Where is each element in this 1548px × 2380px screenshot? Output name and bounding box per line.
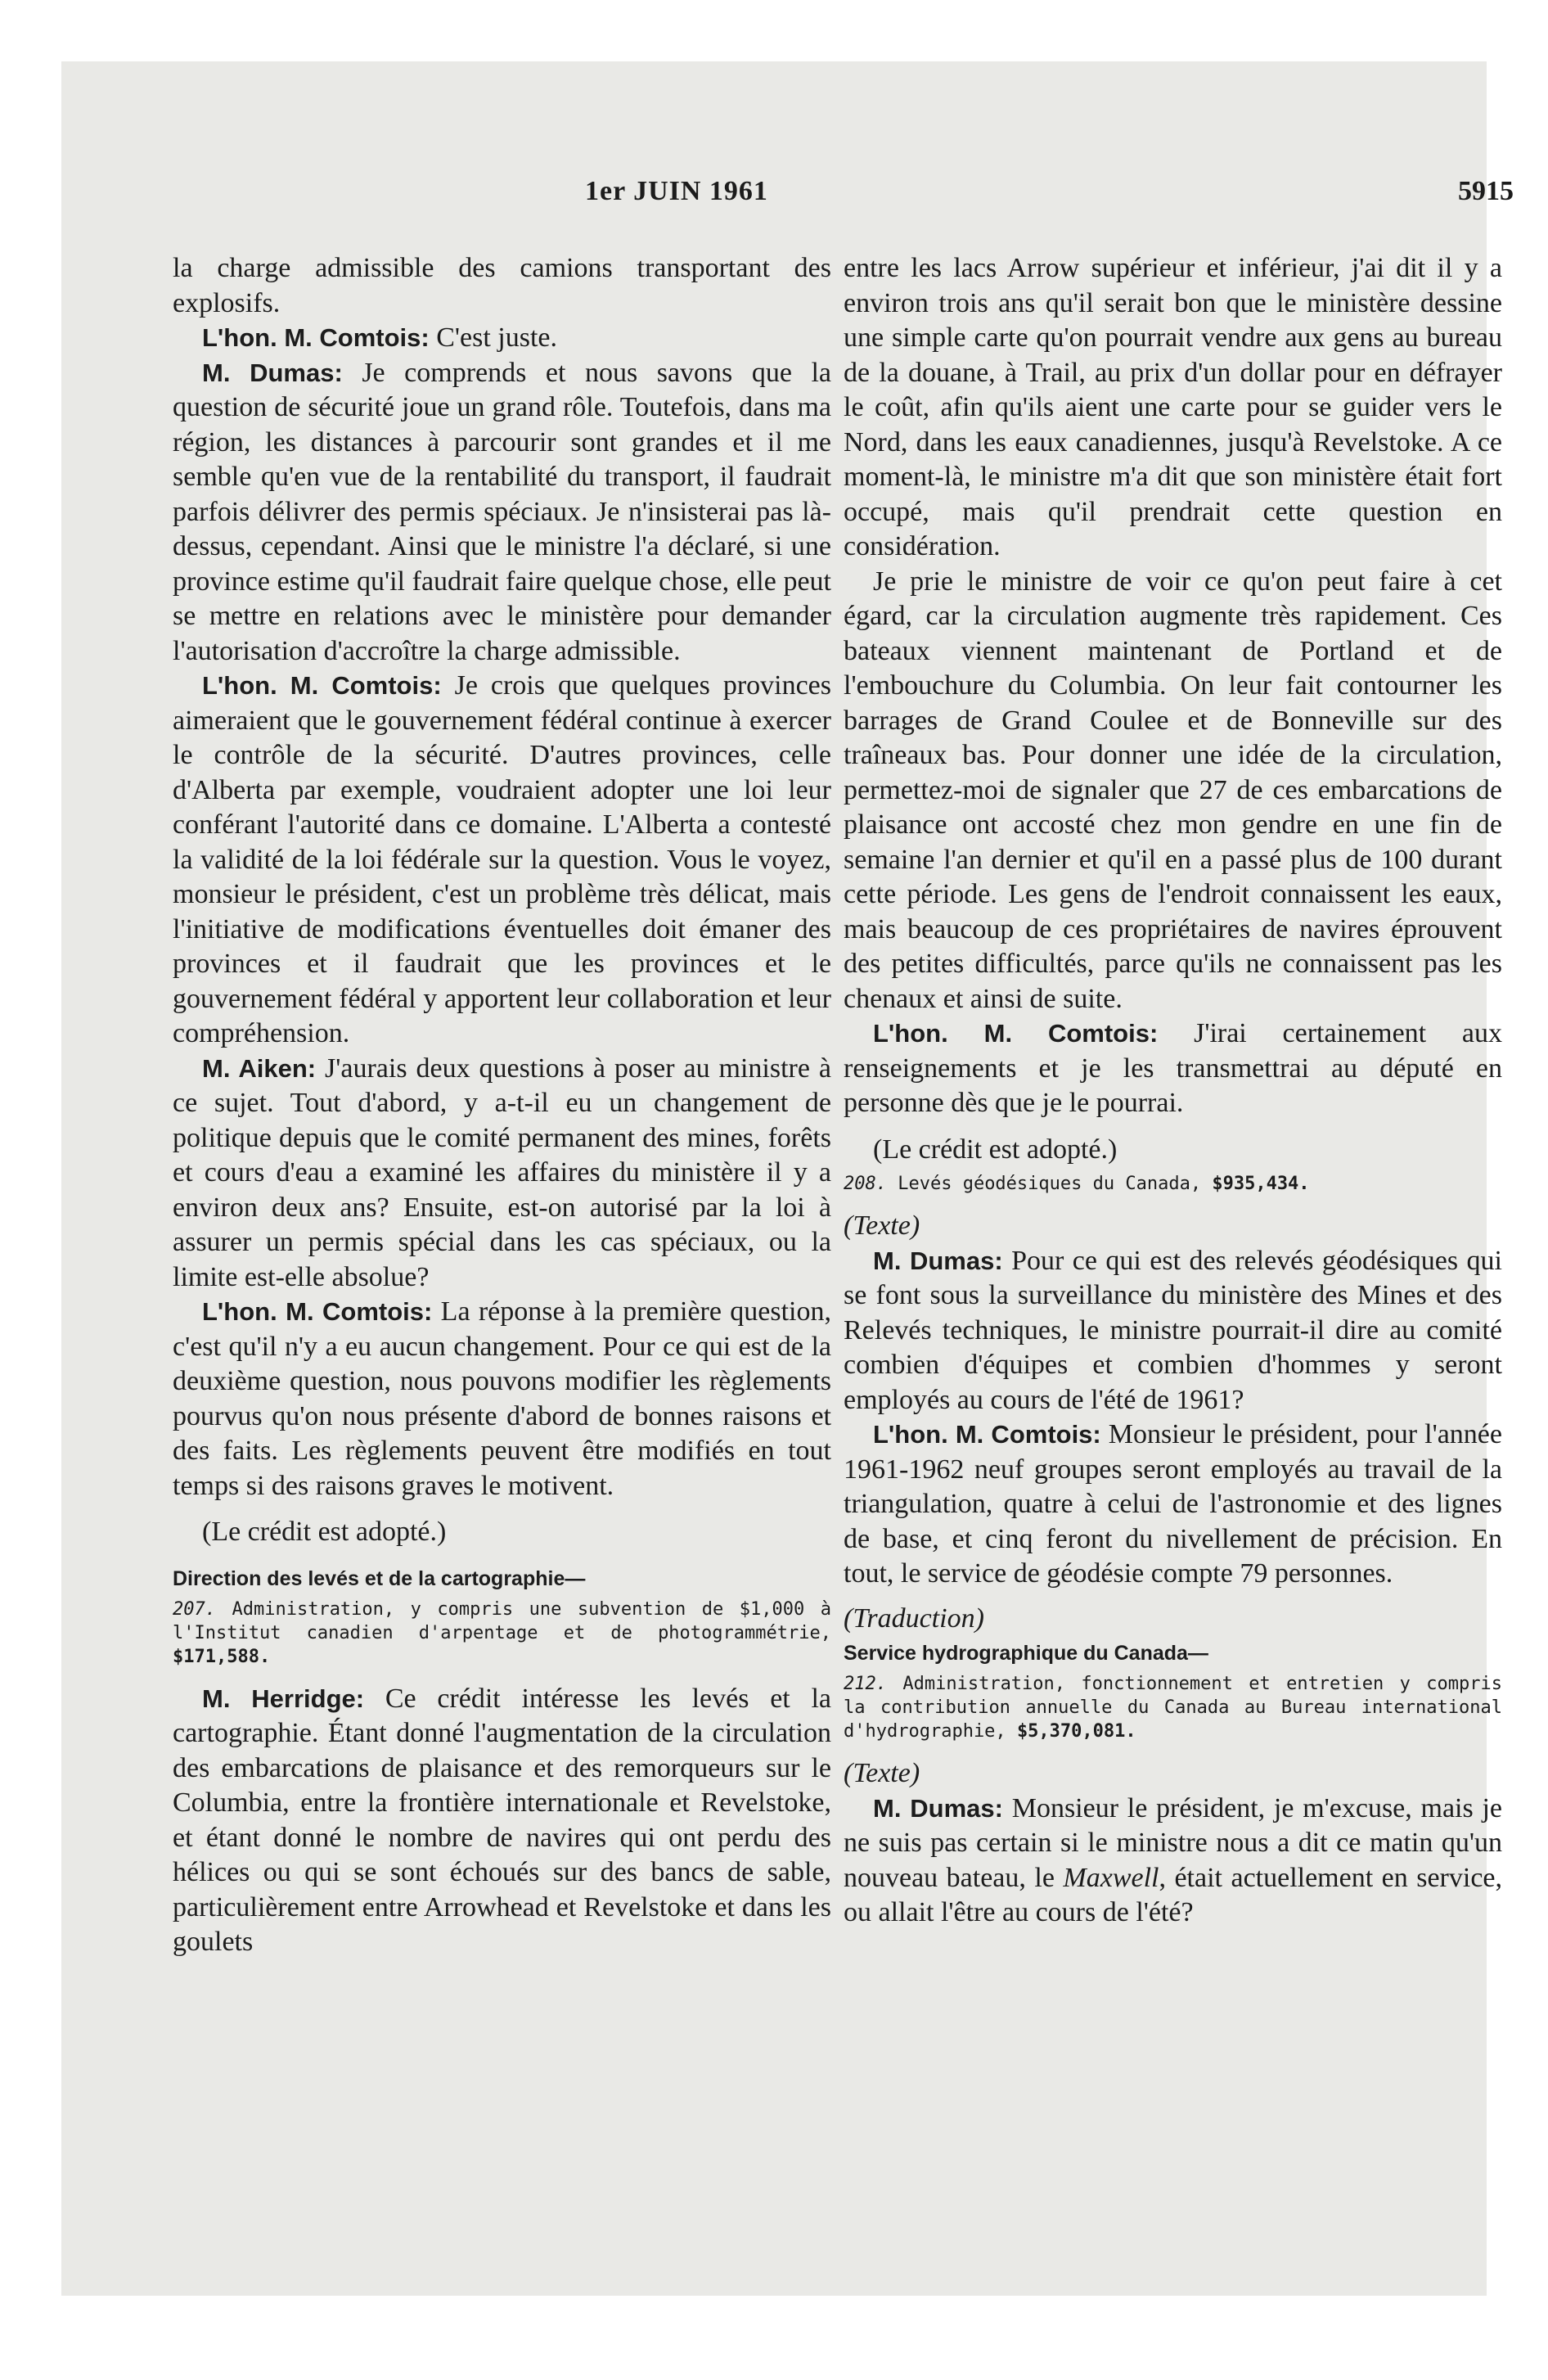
right-column (844, 251, 1502, 1931)
paragraph-text: J'aurais deux questions à poser au ministre à ce sujet. Tout d'abord, y a-t-il eu un changement de politique depuis que le comité permanent des mines, forêts et cours d'eau a examiné les affaires du ministère il y a environ deux ans? Ensuite, est-on autorisé par la loi à assurer un permis spécial dans les cas spéciaux, ou la limite est-elle absolue? (173, 1053, 831, 1292)
speaker-name: L'hon. M. Comtois: (873, 1420, 1101, 1449)
paragraph (844, 1418, 1502, 1592)
paragraph-text: Je crois que quelques provinces aimeraient que le gouvernement fédéral continue à exercer le contrôle de la sécurité. D'autres provinces, celle d'Alberta par exemple, voudraient adopter une loi leur conférant l'autorité dans ce domaine. L'Alberta a contesté la validité de la loi fédérale sur la question. Vous le voyez, monsieur le président, c'est un problème très délicat, mais l'initiative de modifications éventuelles doit émaner des provinces et il faudrait que les provinces et le gouvernement fédéral y apportent leur collaboration et leur compréhension. (173, 670, 831, 1048)
paragraph (173, 669, 831, 1052)
item-text: Administration, fonctionnement et entretien y compris la contribution annuelle du Canada au Bureau international d'hydrographie, (844, 1674, 1502, 1742)
speaker-name: L'hon. M. Comtois: (873, 1019, 1159, 1048)
paragraph (844, 1792, 1502, 1931)
speaker-name: M. Aiken: (202, 1053, 317, 1083)
paragraph (844, 251, 1502, 565)
paragraph-text: C'est juste. (429, 322, 558, 353)
paragraph (173, 356, 831, 669)
language-label: (Texte) (844, 1758, 920, 1788)
section-heading: Direction des levés et de la cartographie— (173, 1566, 586, 1590)
paragraph-text: entre les lacs Arrow supérieur et inférieur, j'ai dit il y a environ trois ans qu'il serait bon que le ministère dessine une simple carte qu'on pourrait vendre aux gens au bureau de la douane, à Trail, au prix d'un dollar pour en défrayer le coût, afin qu'ils aient une carte pour se guider vers le Nord, dans les eaux canadiennes, jusqu'à Revelstoke. A ce moment-là, le ministre m'a dit que son ministère était fort occupé, mais qu'il prendrait cette question en considération. (844, 253, 1502, 561)
page-number: 5915 (1458, 176, 1514, 206)
item-amount: $171,588. (173, 1646, 271, 1667)
left-column (173, 251, 831, 1960)
page-header (61, 176, 1514, 217)
speaker-name: L'hon. M. Comtois: (202, 323, 430, 352)
page-sheet (61, 61, 1514, 2296)
speaker-name: L'hon. M. Comtois: (202, 671, 442, 700)
paragraph (844, 1244, 1502, 1418)
language-label: (Texte) (844, 1210, 920, 1241)
speaker-name: L'hon. M. Comtois: (202, 1297, 433, 1326)
speaker-name: M. Dumas: (202, 358, 343, 387)
paragraph-text: , était actuellement en service, ou allait l'être au cours de l'été? (844, 1862, 1503, 1927)
vote-carried: (Le crédit est adopté.) (202, 1517, 447, 1547)
paragraph (844, 565, 1502, 1017)
speaker-name: M. Dumas: (873, 1246, 1003, 1275)
item-text: Levés géodésiques du Canada, (886, 1174, 1202, 1194)
paragraph (173, 321, 831, 356)
budget-item (844, 1172, 1502, 1196)
vote-carried: (Le crédit est adopté.) (873, 1134, 1118, 1165)
paragraph-text: Monsieur le président, pour l'année 1961-1962 neuf groupes seront employés au travail de la triangulation, quatre à celui de l'astronomie et des lignes de base, et cinq feront du nivellement de précision. En tout, le service de géodésie compte 79 personnes. (844, 1419, 1502, 1589)
paragraph-text: J'irai certainement aux renseignements et je les transmettrai au député en personne dès que je le pourrai. (844, 1018, 1502, 1118)
page-date: 1er JUIN 1961 (585, 176, 768, 206)
paragraph (173, 1682, 831, 1960)
paragraph-text: Je prie le ministre de voir ce qu'on peut faire à cet égard, car la circulation augmente très rapidement. Ces bateaux viennent maintenant de Portland et de l'embouchure du Columbia. On leur fait contourner les barrages de Grand Coulee et de Bonneville sur des traîneaux bas. Pour donner une idée de la circulation, permettez-moi de signaler que 27 de ces embarcations de plaisance ont accosté chez mon gendre en une fin de semaine l'an dernier et qu'il en a passé plus de 100 durant cette période. Les gens de l'endroit connaissent les eaux, mais beaucoup de ces propriétaires de navires éprouvent des petites difficultés, parce qu'ils ne connaissent pas les chenaux et ainsi de suite. (844, 566, 1502, 1014)
paragraph-text: la charge admissible des camions transportant des explosifs. (173, 253, 831, 318)
item-text: Administration, y compris une subvention de $1,000 à l'Institut canadien d'arpentage et de photogrammétrie, (173, 1598, 831, 1643)
language-label: (Traduction) (844, 1602, 984, 1634)
speaker-name: M. Dumas: (873, 1793, 1003, 1823)
item-amount: $5,370,081. (1016, 1721, 1136, 1742)
paragraph (173, 251, 831, 321)
paragraph-text: Monsieur le président, je m'excuse, mais je ne suis pas certain si le ministre nous a dit ce matin qu'un nouveau bateau, le (844, 1792, 1502, 1893)
paragraph-text: Je comprends et nous savons que la question de sécurité joue un grand rôle. Toutefois, dans ma région, les distances à parcourir sont grandes et il me semble qu'en vue de la rentabilité du transport, il faudrait parfois délivrer des permis spéciaux. Je n'insisterai pas là-dessus, cependant. Ainsi que le ministre l'a déclaré, si une province estime qu'il faudrait faire quelque chose, elle peut se mettre en relations avec le ministère pour demander l'autorisation d'accroître la charge admissible. (173, 357, 831, 666)
paragraph (173, 1052, 831, 1296)
section-heading: Service hydrographique du Canada— (844, 1642, 1208, 1665)
budget-item (844, 1672, 1502, 1743)
item-number: 207. (173, 1598, 216, 1620)
ship-name: Maxwell (1063, 1862, 1159, 1893)
paragraph (844, 1016, 1502, 1121)
paragraph-text: Ce crédit intéresse les levés et la cartographie. Étant donné l'augmentation de la circulation des embarcations de plaisance et des remorqueurs sur le Columbia, entre la frontière internationale et Revelstoke, et étant donné le nombre de navires qui ont perdu des hélices ou qui se sont échoués sur des bancs de sable, particulièrement entre Arrowhead et Revelstoke et dans les goulets (173, 1683, 831, 1957)
paragraph-text: Pour ce qui est des relevés géodésiques qui se font sous la surveillance du ministère des Mines et des Relevés techniques, le ministre pourrait-il dire au comité combien d'équipes et combien d'hommes y seront employés au cours de l'été de 1961? (844, 1245, 1502, 1415)
paragraph (173, 1295, 831, 1503)
speaker-name: M. Herridge: (202, 1684, 365, 1713)
item-amount: $935,434. (1212, 1174, 1310, 1194)
paragraph-text: La réponse à la première question, c'est qu'il n'y a eu aucun changement. Pour ce qui est de la deuxième question, nous pouvons modifier les règlements pourvus qu'on nous présente d'abord de bonnes raisons et des faits. Les règlements peuvent être modifiés en tout temps si des raisons graves le motivent. (173, 1296, 832, 1501)
budget-item (173, 1598, 831, 1669)
item-number: 212. (844, 1674, 887, 1694)
item-number: 208. (844, 1174, 887, 1194)
